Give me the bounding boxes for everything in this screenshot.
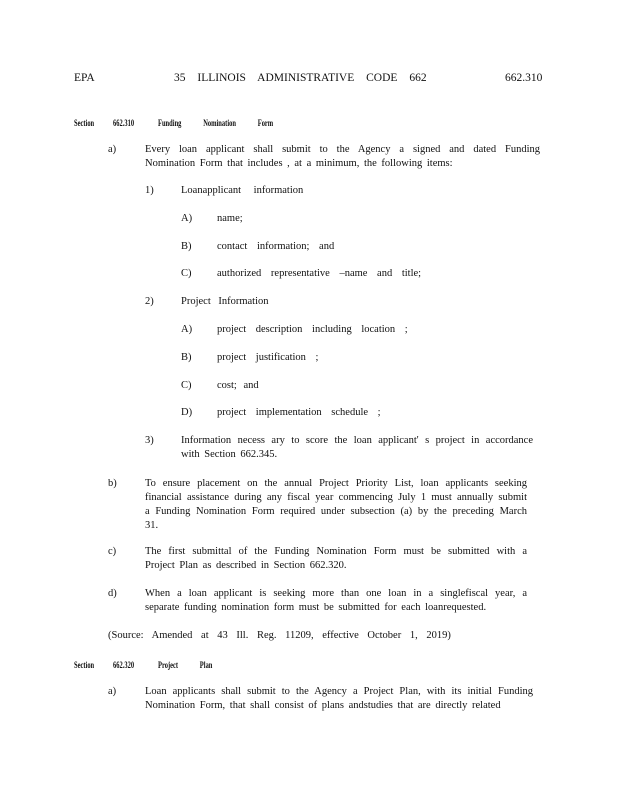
item-text: Loanapplicant information [181,185,304,196]
subitem-marker: D) [181,407,193,418]
subsection-marker: c) [108,546,117,557]
source-note: (Source: Amended at 43 Ill. Reg. 11209, effective October 1, 2019) [108,630,451,641]
subitem-marker: C) [181,268,192,279]
subitem-text: cost; and [217,380,259,391]
subitem-marker: B) [181,352,192,363]
item-marker: 2) [145,296,154,307]
subsection-marker: a) [108,144,117,155]
item-text: Project Information [181,296,269,307]
section-number: 662.310 [113,118,135,128]
subsection-marker: d) [108,588,117,599]
subitem-text: project justification ; [217,352,319,363]
header-title: 35 ILLINOIS ADMINISTRATIVE CODE 662 [174,72,427,84]
subsection-text: Loan applicants shall submit to the Agency a Project Plan, with its initial Funding Nomination Form, that shall consist of plans andstudies that are directly related [145,686,533,711]
item-text: Information necess ary to score the loan applicant' s project in accordance with Section 662.345. [181,435,533,460]
section-number: 662.320 [113,660,135,670]
subitem-text: project implementation schedule ; [217,407,381,418]
section-label: Section [74,660,95,670]
section-title: Funding Nomination Form [158,118,274,128]
header-agency: EPA [74,72,95,84]
subitem-marker: A) [181,324,193,335]
item-marker: 3) [145,435,154,446]
subitem-text: contact information; and [217,241,335,252]
section-title: Project Plan [158,660,213,670]
subsection-marker: b) [108,478,117,489]
subitem-text: project description including location ; [217,324,408,335]
header-section-ref: 662.310 [505,72,543,84]
subitem-marker: A) [181,213,193,224]
section-label: Section [74,118,95,128]
subitem-text: name; [217,213,243,224]
subsection-text: When a loan applicant is seeking more than one loan in a singlefiscal year, a separate funding nomination form must be submitted for each loanrequested. [145,588,527,613]
subitem-marker: B) [181,241,192,252]
subsection-text: The first submittal of the Funding Nomination Form must be submitted with a Project Plan as described in Section 662.320. [145,546,527,571]
subitem-marker: C) [181,380,192,391]
subsection-text: Every loan applicant shall submit to the Agency a signed and dated Funding Nomination Form that includes , at a minimum, the following items: [145,144,540,169]
subsection-text: To ensure placement on the annual Project Priority List, loan applicants seeking financial assistance during any fiscal year commencing July 1 must annually submit a Funding Nomination Form required under subsection (a) by the preceding March 31. [145,478,527,531]
subsection-marker: a) [108,686,117,697]
item-marker: 1) [145,185,154,196]
subitem-text: authorized representative –name and title; [217,268,422,279]
